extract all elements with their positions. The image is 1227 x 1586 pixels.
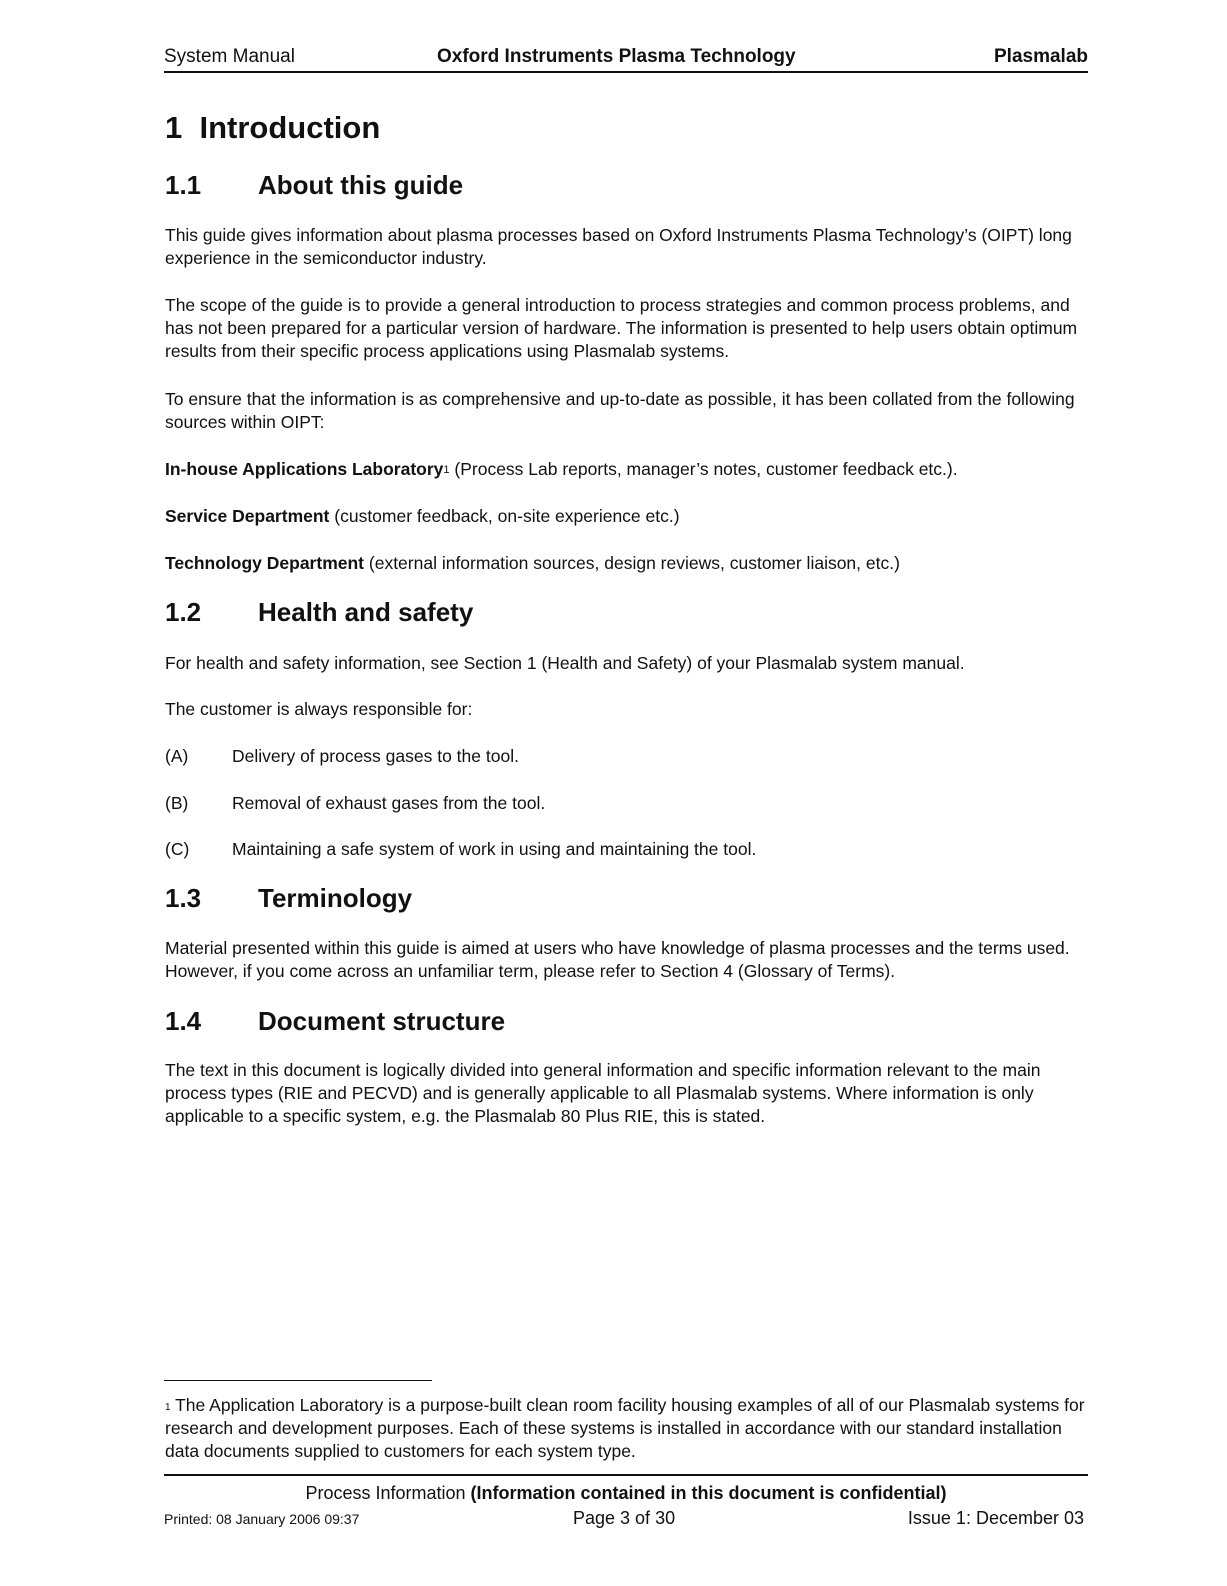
source-item bbox=[165, 552, 1090, 575]
footer-label: Process Information bbox=[305, 1483, 471, 1503]
section-heading-1-2 bbox=[165, 597, 1065, 631]
page-number: Page 3 of 30 bbox=[573, 1508, 676, 1528]
section-title: Document structure bbox=[258, 1006, 506, 1036]
list-text: Removal of exhaust gases from the tool. bbox=[232, 793, 546, 813]
header-center: Oxford Instruments Plasma Technology bbox=[437, 46, 796, 67]
chapter-number: 1 bbox=[165, 110, 183, 145]
confidential-notice: (Information contained in this document is confidential) bbox=[470, 1483, 947, 1503]
section-number: 1.4 bbox=[165, 1006, 202, 1036]
footnote-ref[interactable]: 1 bbox=[443, 464, 450, 476]
page-header bbox=[164, 44, 1088, 70]
section-heading-1-4 bbox=[165, 1006, 1065, 1040]
list-marker: (B) bbox=[165, 793, 189, 813]
section-heading-1-1 bbox=[165, 170, 1065, 204]
issue-info: Issue 1: December 03 bbox=[907, 1508, 1084, 1528]
header-right: Plasmalab bbox=[994, 46, 1088, 67]
header-divider bbox=[164, 71, 1088, 73]
section-number: 1.2 bbox=[165, 597, 202, 627]
list-text: Maintaining a safe system of work in using and maintaining the tool. bbox=[232, 839, 757, 859]
paragraph: The customer is always responsible for: bbox=[165, 699, 473, 719]
paragraph: To ensure that the information is as comprehensive and up-to-date as possible, it has been collated from the following sources within OIPT: bbox=[165, 389, 1075, 432]
paragraph: Material presented within this guide is aimed at users who have knowledge of plasma processes and the terms used. However, if you come across an unfamiliar term, please refer to Section 4 (Glossary of Terms). bbox=[165, 938, 1070, 981]
section-title: Terminology bbox=[258, 883, 413, 913]
source-detail: (external information sources, design reviews, customer liaison, etc.) bbox=[364, 553, 900, 573]
printed-date: Printed: 08 January 2006 09:37 bbox=[164, 1511, 360, 1527]
source-detail: (Process Lab reports, manager’s notes, customer feedback etc.). bbox=[449, 459, 958, 479]
header-left: System Manual bbox=[164, 46, 295, 67]
section-heading-1-3 bbox=[165, 883, 1065, 917]
paragraph: The scope of the guide is to provide a general introduction to process strategies and common process problems, and has not been prepared for a particular version of hardware. The information is presented to help users obtain optimum results from their specific process applications using Plasmalab systems. bbox=[165, 295, 1078, 361]
footnote-divider bbox=[164, 1380, 432, 1381]
paragraph: The text in this document is logically divided into general information and specific information relevant to the main process types (RIE and PECVD) and is generally applicable to all Plasmalab systems. Where information is only applicable to a specific system, e.g. the Plasmalab 80 Plus RIE, this is stated. bbox=[165, 1060, 1041, 1126]
paragraph: For health and safety information, see Section 1 (Health and Safety) of your Plasmalab system manual. bbox=[165, 653, 965, 673]
section-title: About this guide bbox=[258, 170, 464, 200]
list-marker: (C) bbox=[165, 839, 190, 859]
section-number: 1.3 bbox=[165, 883, 202, 913]
source-name: Service Department bbox=[165, 506, 330, 526]
paragraph: This guide gives information about plasma processes based on Oxford Instruments Plasma Technology’s (OIPT) long experience in the semiconductor industry. bbox=[165, 225, 1072, 268]
footer-confidential-line bbox=[164, 1483, 1088, 1504]
source-name: In-house Applications Laboratory bbox=[165, 459, 444, 479]
footnote-marker: 1 bbox=[165, 1402, 171, 1413]
footer-meta bbox=[164, 1508, 1088, 1530]
list-marker: (A) bbox=[165, 746, 189, 766]
list-text: Delivery of process gases to the tool. bbox=[232, 746, 519, 766]
footnote-text: The Application Laboratory is a purpose-built clean room facility housing examples of all of our Plasmalab systems for research and development purposes. Each of these systems is installed in accordance with our standard installation data documents supplied to customers for each system type. bbox=[165, 1395, 1085, 1461]
chapter-title bbox=[165, 110, 380, 146]
source-name: Technology Department bbox=[165, 553, 365, 573]
source-detail: (customer feedback, on-site experience etc.) bbox=[329, 506, 680, 526]
footnote bbox=[165, 1394, 1085, 1463]
chapter-title-text: Introduction bbox=[199, 110, 381, 145]
source-item bbox=[165, 458, 1090, 481]
footer-divider bbox=[164, 1474, 1088, 1476]
section-number: 1.1 bbox=[165, 170, 202, 200]
section-title: Health and safety bbox=[258, 597, 474, 627]
source-item bbox=[165, 505, 1090, 528]
